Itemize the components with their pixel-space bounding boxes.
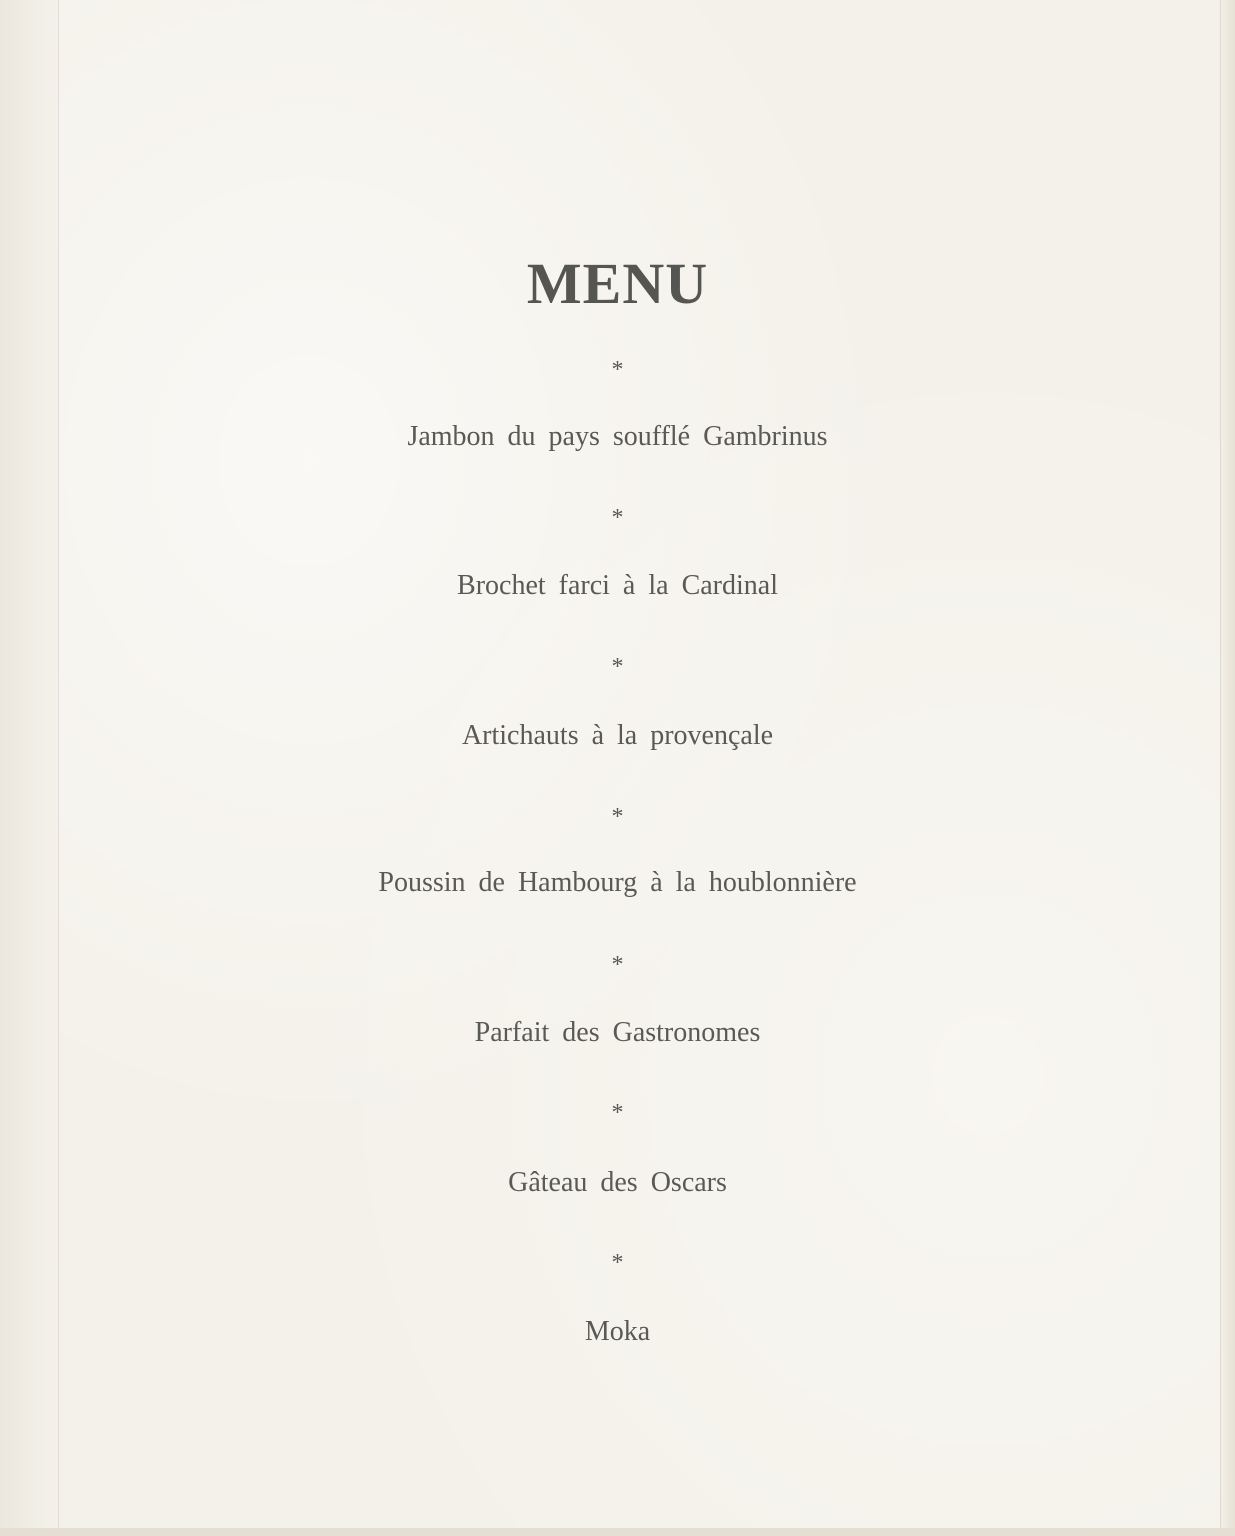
separator-asterisk: * bbox=[611, 357, 624, 383]
separator-asterisk: * bbox=[611, 1250, 624, 1276]
page-right-edge bbox=[1220, 0, 1235, 1536]
menu-item: Jambon du pays soufflé Gambrinus bbox=[407, 421, 828, 452]
separator-asterisk: * bbox=[611, 1100, 624, 1126]
menu-item: Moka bbox=[584, 1316, 651, 1347]
menu-item: Gâteau des Oscars bbox=[508, 1167, 727, 1198]
separator-asterisk: * bbox=[611, 654, 624, 680]
menu-item: Parfait des Gastronomes bbox=[474, 1017, 761, 1048]
page-left-edge bbox=[0, 0, 59, 1536]
menu-item: Poussin de Hambourg à la houblonnière bbox=[378, 867, 857, 898]
menu-item: Brochet farci à la Cardinal bbox=[457, 570, 778, 601]
separator-asterisk: * bbox=[611, 952, 624, 978]
menu-item: Artichauts à la provençale bbox=[461, 720, 774, 751]
page-bottom-edge bbox=[0, 1528, 1235, 1536]
separator-asterisk: * bbox=[611, 804, 624, 830]
menu-title: MENU bbox=[526, 251, 709, 316]
separator-asterisk: * bbox=[611, 505, 624, 531]
